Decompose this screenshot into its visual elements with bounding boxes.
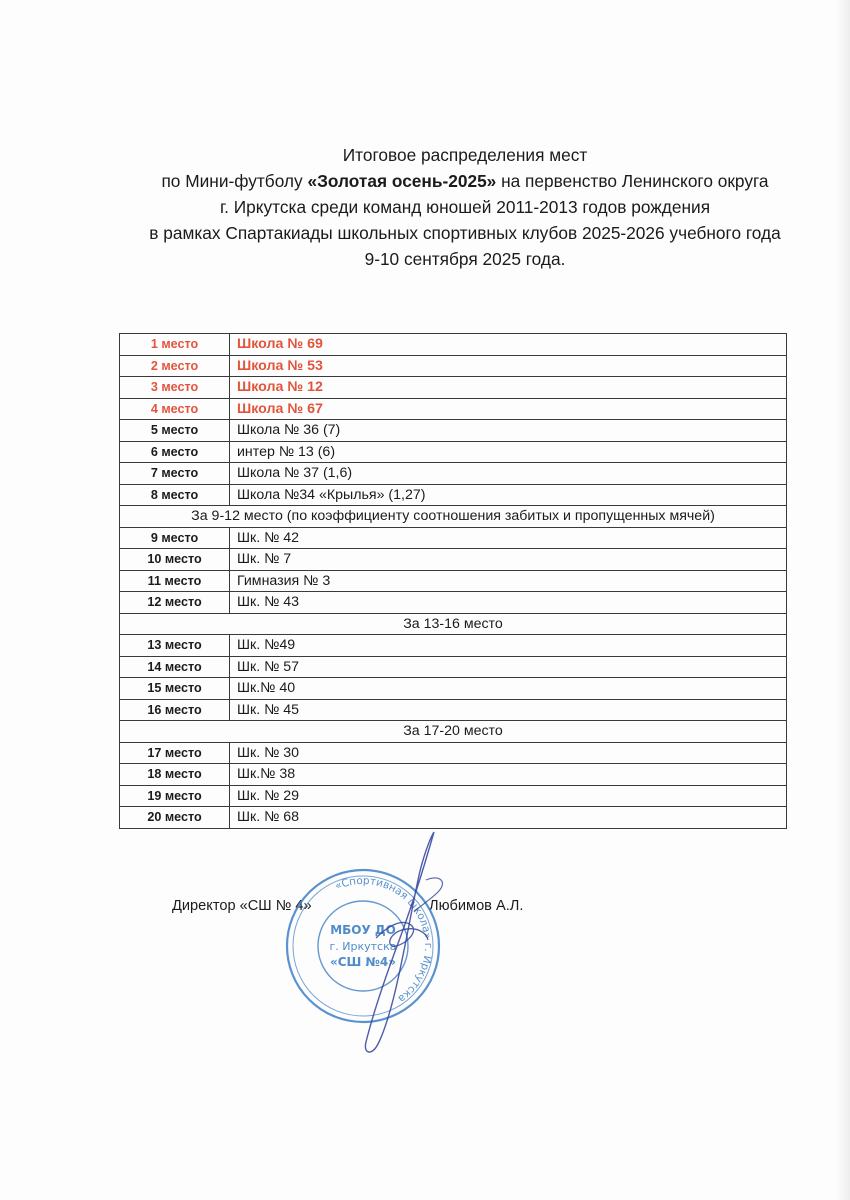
handwritten-signature xyxy=(330,820,460,1060)
table-row xyxy=(120,764,787,786)
table-row xyxy=(120,484,787,506)
place-cell: 18 место xyxy=(120,764,230,786)
team-cell: Шк.№ 38 xyxy=(230,764,787,786)
place-cell: 15 место xyxy=(120,678,230,700)
table-row xyxy=(120,570,787,592)
place-cell: 5 место xyxy=(120,420,230,442)
team-cell: Школа № 69 xyxy=(230,334,787,356)
team-cell: Шк. № 45 xyxy=(230,699,787,721)
place-cell: 10 место xyxy=(120,549,230,571)
team-cell: Шк.№ 40 xyxy=(230,678,787,700)
director-title: Директор «СШ № 4» xyxy=(172,898,312,914)
table-row xyxy=(120,377,787,399)
place-cell: 4 место xyxy=(120,398,230,420)
title-line-3: г. Иркутска среди команд юношей 2011-2013 годов рождения xyxy=(219,197,711,217)
place-cell: 14 место xyxy=(120,656,230,678)
table-row xyxy=(120,656,787,678)
title-line-2-pre: по Мини-футболу xyxy=(161,171,308,191)
group-header-9-12: За 9-12 место (по коэффициенту соотношения забитых и пропущенных мячей) xyxy=(120,506,787,528)
table-row xyxy=(120,527,787,549)
place-cell: 13 место xyxy=(120,635,230,657)
stamp-center-line-1: МБОУ ДО xyxy=(330,923,396,937)
group-header-13-16: За 13-16 место xyxy=(120,613,787,635)
results-table xyxy=(119,333,787,829)
table-row xyxy=(120,463,787,485)
table-row xyxy=(120,420,787,442)
team-cell: Школа № 53 xyxy=(230,355,787,377)
place-cell: 20 место xyxy=(120,807,230,829)
team-cell: Шк. № 57 xyxy=(230,656,787,678)
team-cell: Шк. №49 xyxy=(230,635,787,657)
table-row xyxy=(120,334,787,356)
place-cell: 12 место xyxy=(120,592,230,614)
team-cell: Школа № 12 xyxy=(230,377,787,399)
group-header-row xyxy=(120,721,787,743)
group-header-17-20: За 17-20 место xyxy=(120,721,787,743)
table-row xyxy=(120,742,787,764)
table-row xyxy=(120,441,787,463)
title-line-2 xyxy=(0,168,850,194)
place-cell: 9 место xyxy=(120,527,230,549)
team-cell: Шк. № 68 xyxy=(230,807,787,829)
tournament-name: «Золотая осень-2025» xyxy=(307,171,497,191)
director-name: Любимов А.Л. xyxy=(429,898,524,914)
title-line-5: 9-10 сентября 2025 года. xyxy=(364,249,566,269)
place-cell: 8 место xyxy=(120,484,230,506)
table-row xyxy=(120,678,787,700)
table-row xyxy=(120,355,787,377)
team-cell: Школа №34 «Крылья» (1,27) xyxy=(230,484,787,506)
table-row xyxy=(120,549,787,571)
place-cell: 6 место xyxy=(120,441,230,463)
group-header-row xyxy=(120,613,787,635)
team-cell: Шк. № 43 xyxy=(230,592,787,614)
place-cell: 16 место xyxy=(120,699,230,721)
team-cell: Школа № 67 xyxy=(230,398,787,420)
stamp-outer-text: «Спортивная школа» г. Иркутска xyxy=(333,874,435,1005)
title-line-4: в рамках Спартакиады школьных спортивных клубов 2025-2026 учебного года xyxy=(149,223,781,243)
team-cell: Шк. № 42 xyxy=(230,527,787,549)
place-cell: 11 место xyxy=(120,570,230,592)
table-row xyxy=(120,398,787,420)
place-cell: 7 место xyxy=(120,463,230,485)
group-header-row xyxy=(120,506,787,528)
stamp-center-line-2: г. Иркутска xyxy=(329,940,397,953)
place-cell: 19 место xyxy=(120,785,230,807)
table-row xyxy=(120,699,787,721)
place-cell: 1 место xyxy=(120,334,230,356)
table-row xyxy=(120,785,787,807)
stamp-center-line-3: «СШ №4» xyxy=(329,955,397,969)
title-line-2-post: на первенство Ленинского округа xyxy=(496,171,769,191)
table-row xyxy=(120,635,787,657)
team-cell: Шк. № 30 xyxy=(230,742,787,764)
team-cell: Шк. № 29 xyxy=(230,785,787,807)
team-cell: интер № 13 (6) xyxy=(230,441,787,463)
team-cell: Школа № 37 (1,6) xyxy=(230,463,787,485)
place-cell: 2 место xyxy=(120,355,230,377)
title-line-1: Итоговое распределения мест xyxy=(342,145,588,165)
team-cell: Школа № 36 (7) xyxy=(230,420,787,442)
place-cell: 17 место xyxy=(120,742,230,764)
team-cell: Гимназия № 3 xyxy=(230,570,787,592)
team-cell: Шк. № 7 xyxy=(230,549,787,571)
document-title xyxy=(0,142,850,272)
table-row xyxy=(120,592,787,614)
place-cell: 3 место xyxy=(120,377,230,399)
